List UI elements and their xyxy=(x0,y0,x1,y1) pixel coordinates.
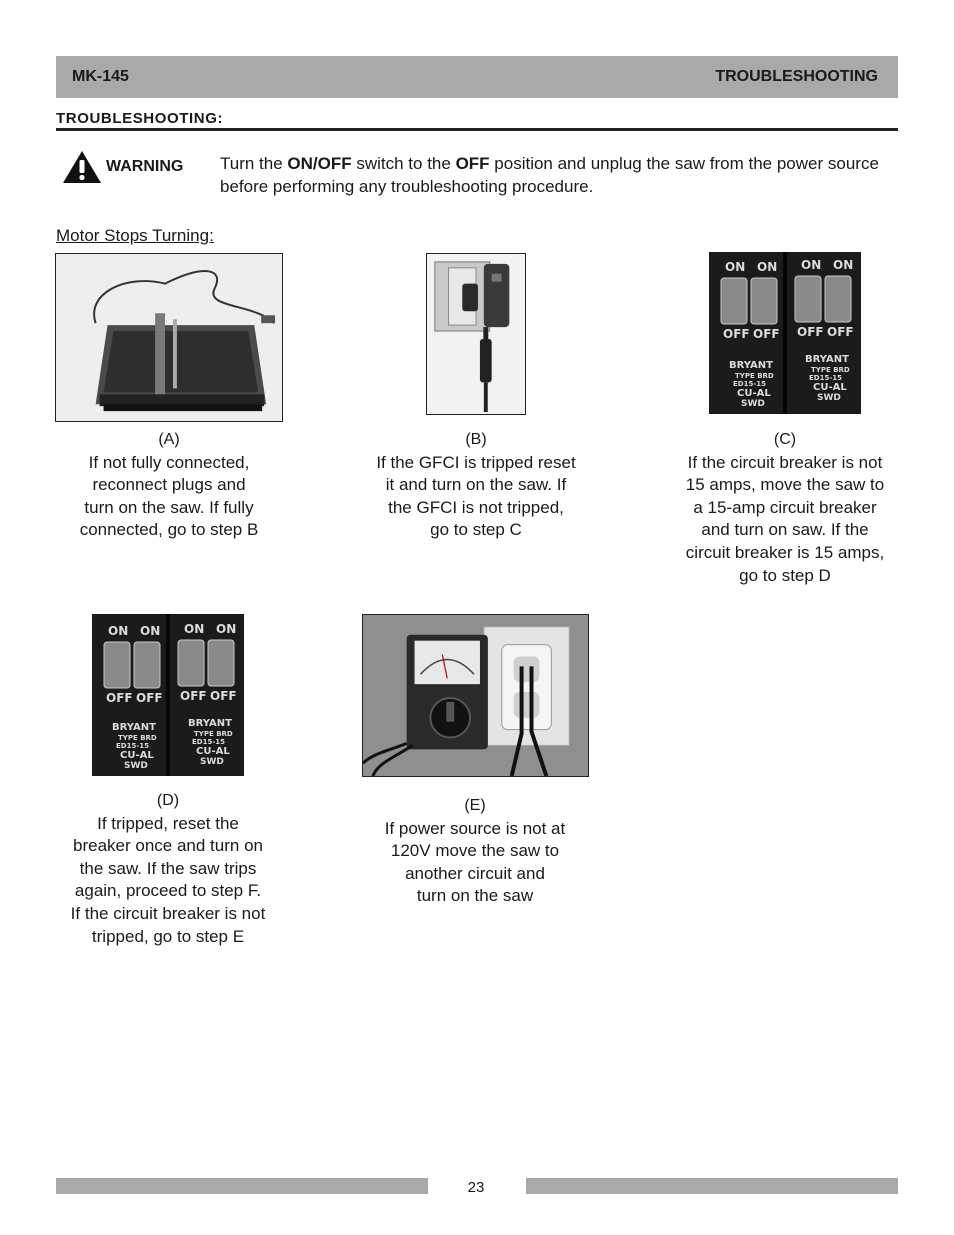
breaker-model: ED15-15 xyxy=(116,742,149,750)
header-bar xyxy=(56,56,898,98)
warning-label xyxy=(62,150,183,184)
caption-line: a 15-amp circuit breaker xyxy=(693,497,877,517)
photo-circuit-breakers-d xyxy=(92,614,244,776)
breaker-on-label: ON xyxy=(108,624,129,638)
caption-line: turn on the saw xyxy=(416,886,534,906)
caption-line: turn on the saw. If fully xyxy=(84,497,254,517)
breaker-rating: SWD xyxy=(817,393,841,403)
caption-line: If the circuit breaker is not xyxy=(70,903,266,923)
breaker-on-label: ON xyxy=(801,258,822,272)
breaker-brand: BRYANT xyxy=(112,722,156,733)
caption-line: 120V move the saw to xyxy=(390,841,560,861)
step-d-caption xyxy=(38,790,298,948)
model-number: MK-145 xyxy=(72,68,129,85)
breaker-metal: CU-AL xyxy=(196,746,230,757)
warning-text-part: switch to the xyxy=(351,154,456,173)
caption-line: If tripped, reset the xyxy=(97,813,239,833)
caption-line: go to step C xyxy=(430,520,522,540)
step-b-letter: (B) xyxy=(465,431,487,448)
breaker-type: TYPE BRD xyxy=(735,372,774,380)
breaker-on-label: ON xyxy=(725,260,746,274)
off-bold: OFF xyxy=(455,154,490,173)
photo-circuit-breakers-c xyxy=(709,252,861,414)
warning-text xyxy=(220,152,900,198)
breaker-model: ED15-15 xyxy=(733,380,766,388)
warning-word: WARNING xyxy=(106,158,184,175)
caption-line: If not fully connected, xyxy=(88,452,250,472)
breaker-off-label: OFF xyxy=(180,689,207,703)
caption-line: go to step D xyxy=(739,565,831,585)
breaker-on-label: ON xyxy=(757,260,778,274)
footer-bar-left xyxy=(56,1178,428,1194)
breaker-off-label: OFF xyxy=(827,325,854,339)
caption-line: reconnect plugs and xyxy=(92,475,246,495)
breaker-off-label: OFF xyxy=(723,327,750,341)
breaker-on-label: ON xyxy=(140,624,161,638)
caption-line: connected, go to step B xyxy=(79,520,259,540)
caption-line: the GFCI is not tripped, xyxy=(388,497,564,517)
caption-line: If the circuit breaker is not xyxy=(687,452,883,472)
breaker-type: TYPE BRD xyxy=(118,734,157,742)
breaker-rating: SWD xyxy=(124,761,148,771)
caption-line: If power source is not at xyxy=(384,818,566,838)
step-a-letter: (A) xyxy=(158,431,180,448)
photo-multimeter-outlet xyxy=(362,614,589,777)
breaker-brand: BRYANT xyxy=(729,360,773,371)
breaker-on-label: ON xyxy=(833,258,854,272)
caption-line: and turn on saw. If the xyxy=(701,520,869,540)
breaker-model: ED15-15 xyxy=(192,738,225,746)
warning-text-part: Turn the xyxy=(220,154,288,173)
breaker-metal: CU-AL xyxy=(737,388,771,399)
step-d-letter: (D) xyxy=(156,792,180,809)
caption-line: 15 amps, move the saw to xyxy=(685,475,885,495)
breaker-off-label: OFF xyxy=(797,325,824,339)
section-heading: TROUBLESHOOTING: xyxy=(56,110,898,131)
breaker-off-label: OFF xyxy=(136,691,163,705)
header-section-title: TROUBLESHOOTING xyxy=(715,68,878,85)
caption-line: again, proceed to step F. xyxy=(74,881,262,901)
step-c-caption xyxy=(658,429,912,587)
breaker-type: TYPE BRD xyxy=(811,366,850,374)
step-e-caption xyxy=(346,795,604,908)
caption-line: breaker once and turn on xyxy=(73,836,263,856)
breaker-model: ED15-15 xyxy=(809,374,842,382)
breaker-off-label: OFF xyxy=(210,689,237,703)
caption-line: tripped, go to step E xyxy=(91,926,245,946)
caption-line: it and turn on the saw. If xyxy=(385,475,567,495)
caption-line: circuit breaker is 15 amps, xyxy=(685,542,885,562)
breaker-on-label: ON xyxy=(184,622,205,636)
footer-bar-right xyxy=(526,1178,898,1194)
warning-text-part: position and unplug the saw from the power source before performing any troubleshooting procedure. xyxy=(220,154,879,196)
step-b-caption xyxy=(346,429,606,542)
photo-gfci-outlet xyxy=(426,253,526,415)
breaker-type: TYPE BRD xyxy=(194,730,233,738)
breaker-rating: SWD xyxy=(741,399,765,409)
breaker-off-label: OFF xyxy=(106,691,133,705)
breaker-rating: SWD xyxy=(200,757,224,767)
step-e-letter: (E) xyxy=(464,797,486,814)
page-number: 23 xyxy=(467,1179,485,1196)
warning-triangle-icon xyxy=(62,150,102,184)
step-a-caption xyxy=(40,429,298,542)
breaker-off-label: OFF xyxy=(753,327,780,341)
motor-stops-subheading: Motor Stops Turning: xyxy=(56,226,214,245)
breaker-on-label: ON xyxy=(216,622,237,636)
step-c-letter: (C) xyxy=(773,431,797,448)
caption-line: If the GFCI is tripped reset xyxy=(376,452,576,472)
photo-tile-saw xyxy=(55,253,283,422)
on-off-bold: ON/OFF xyxy=(287,154,352,173)
breaker-brand: BRYANT xyxy=(805,354,849,365)
caption-line: the saw. If the saw trips xyxy=(79,858,257,878)
breaker-metal: CU-AL xyxy=(120,750,154,761)
breaker-metal: CU-AL xyxy=(813,382,847,393)
breaker-brand: BRYANT xyxy=(188,718,232,729)
caption-line: another circuit and xyxy=(405,863,545,883)
